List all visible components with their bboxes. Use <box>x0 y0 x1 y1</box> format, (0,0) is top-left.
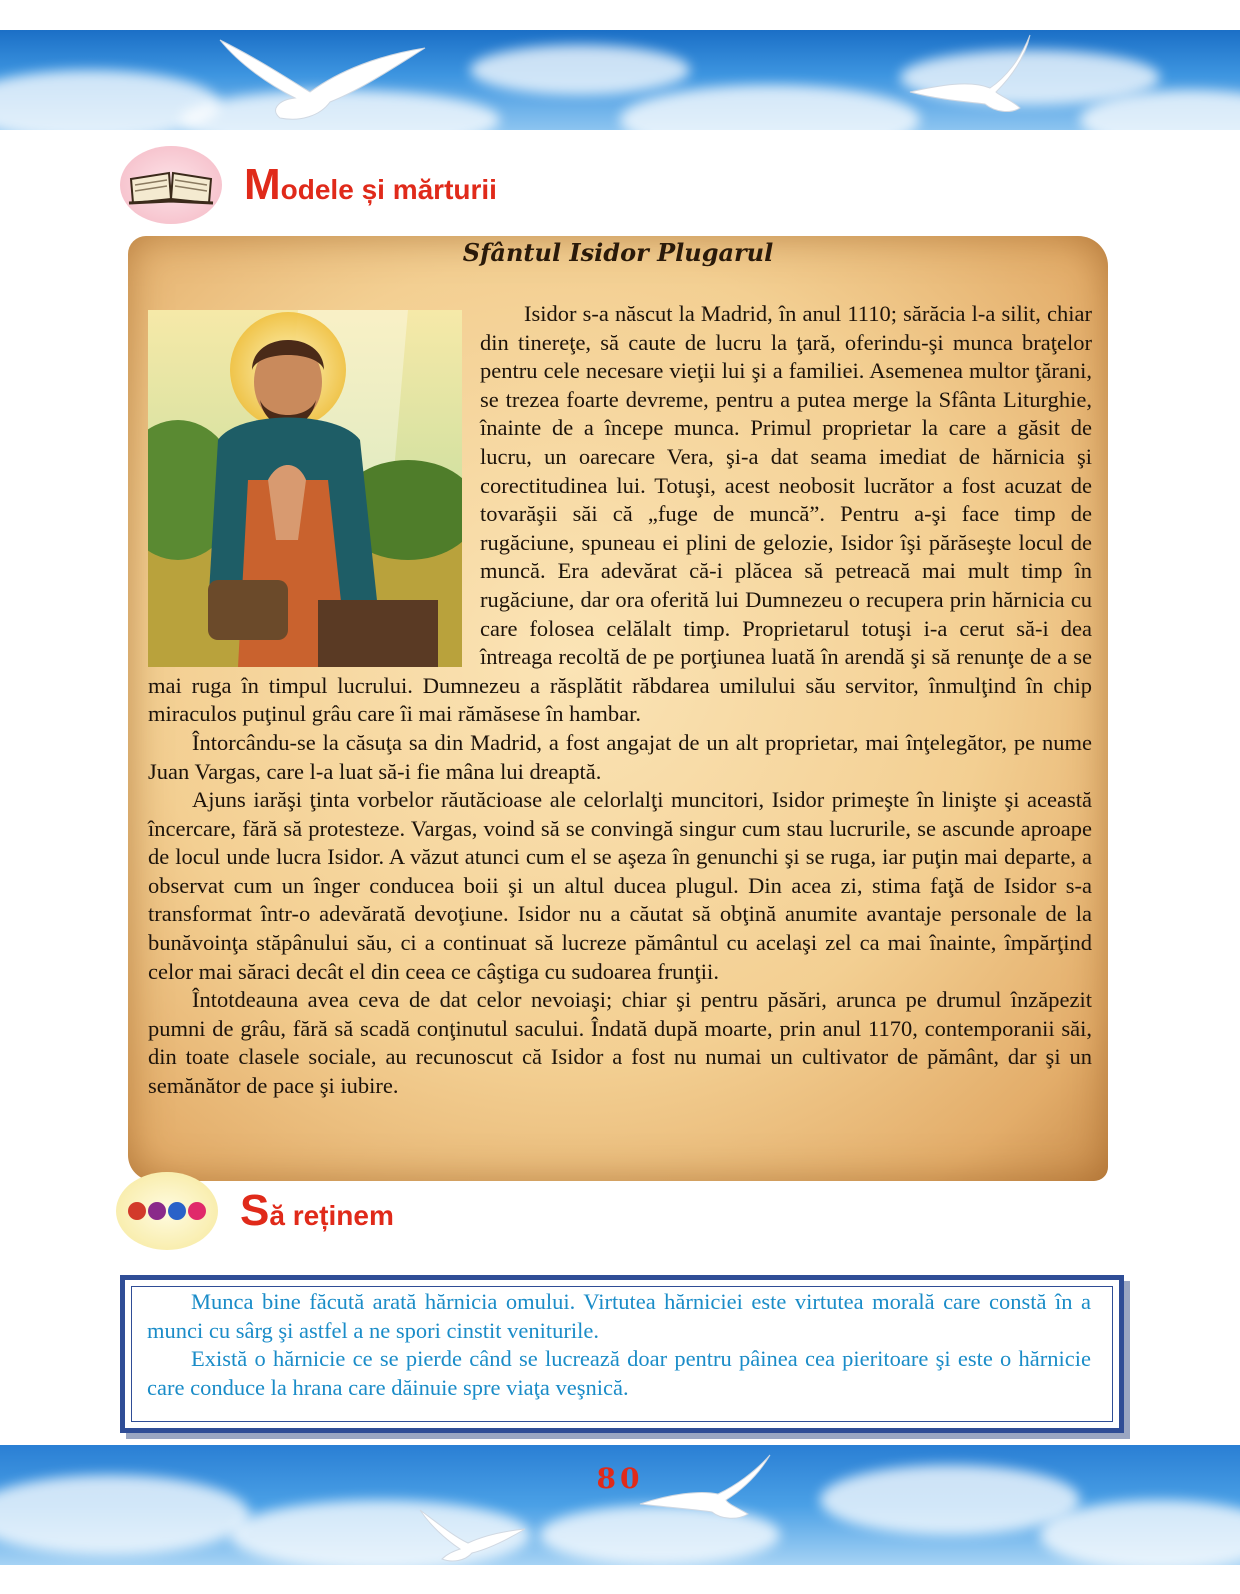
dove-icon <box>900 30 1060 120</box>
dove-icon <box>200 30 430 130</box>
section-title-rest: odele și mărturii <box>280 174 497 205</box>
summary-paragraph: Munca bine făcută arată hărnicia omului. Virtutea hărniciei este virtutea morală care constă în a munci cu sârg şi astfel a ne spori cinstit veniturile. <box>147 1289 1091 1343</box>
section-title-cap: M <box>244 160 281 209</box>
section-heading-remember <box>116 1172 394 1250</box>
push-pins-icon <box>116 1172 218 1250</box>
story-paragraph: Întotdeauna avea ceva de dat celor nevoiaşi; chiar şi pentru păsări, arunca pe drumul înzăpezit pumni de grâu, fără să scadă conţinutul sacului. Îndată după moarte, prin anul 1170, contemporanii săi, din toate clasele sociale, au recunoscut că Isidor a fost nu numai un cultivator de pământ, dar şi un semănător de pace şi iubire. <box>148 987 1092 1099</box>
dove-icon <box>410 1505 530 1565</box>
summary-paragraph: Există o hărnicie ce se pierde când se lucrează doar pentru pâinea cea pieritoare şi este o hărnicie care conduce la hrana care dăinuie spre viaţa veşnică. <box>147 1346 1091 1400</box>
section-title-cap: S <box>240 1186 270 1235</box>
story-title: Sfântul Isidor Plugarul <box>462 238 774 267</box>
section-title <box>240 1186 394 1236</box>
page-number: 80 <box>596 1462 644 1495</box>
story-text <box>148 300 1092 1101</box>
story-paragraph: Ajuns iarăşi ţinta vorbelor răutăcioase ale celorlalţi muncitori, Isidor primeşte în linişte şi această încercare, fără să protesteze. Vargas, voind să se convingă singur cum stau lucrurile, se ascunde aproape de locul unde lucra Isidor. A văzut atunci cum el se aşeza în genunchi şi se ruga, iar puţin mai departe, a observat cum un înger conducea boii şi un altul ducea plugul. Din acea zi, stima faţă de Isidor s-a transformat într-o adevărată devoţiune. Isidor nu a căutat să obţină anumite avantaje personale de la bunăvoinţa stăpânului său, ci a continuat să lucreze pământul cu acelaşi zel ca mai înainte, împărţind celor mai săraci decât el din ceea ce câştiga cu sudoarea frunţii. <box>148 787 1092 984</box>
open-book-icon <box>120 146 222 224</box>
story-paragraph: Întorcându-se la căsuţa sa din Madrid, a fost angajat de un alt proprietar, mai înţelegător, pe nume Juan Vargas, care l-a luat să-i fie mâna lui dreaptă. <box>148 729 1092 784</box>
story-paragraph: Isidor s-a născut la Madrid, în anul 1110; sărăcia l-a silit, chiar din tinereţe, să caute de lucru la ţară, oferindu-şi munca braţelor pentru cele necesare vieţii lui şi a familiei. Asemenea multor ţărani, se trezea foarte devreme, pentru a putea merge la Sfânta Liturghie, înainte de a începe munca. Primul proprietar la care a găsit de lucru, un oarecare Vera, şi-a dat seama imediat de hărnicia şi corectitudinea lui. Totuşi, acest neobosit lucrător a fost acuzat de tovarăşii săi că „fuge de muncă”. Pentru a-şi face timp de rugăciune, spuneau ei plini de gelozie, Isidor îşi părăseşte locul de muncă. Era adevărat că-i plăcea să petreacă mai mult timp în rugăciune, dar ora oferită lui Dumnezeu o recupera prin hărnicia cu care folosea celălalt timp. Proprietarul totuşi i-a cerut să-i dea întreaga recoltă de pe porţiunea luată în arendă şi să renunţe de a se mai ruga în timpul lucrului. Dumnezeu a răsplătit răbdarea umilului său servitor, înmulţind în chip miraculos puţinul grâu care îi mai rămăsese în hambar. <box>148 301 1092 727</box>
section-title-rest: ă reținem <box>269 1200 394 1231</box>
section-heading-models <box>120 146 497 224</box>
top-sky-banner <box>0 30 1240 130</box>
summary-text <box>147 1288 1091 1402</box>
section-title <box>244 160 497 210</box>
summary-box <box>120 1275 1124 1433</box>
